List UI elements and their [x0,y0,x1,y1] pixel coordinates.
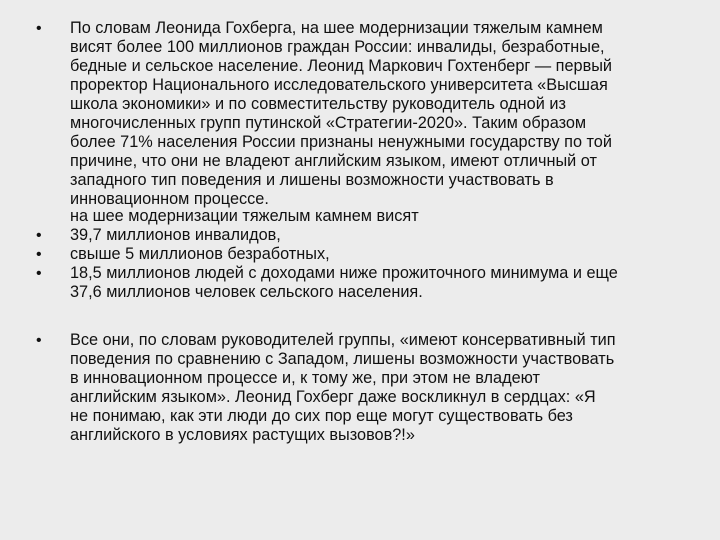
text-line: многочисленных групп путинской «Стратегии-2020». Таким образом [70,114,587,132]
text-line: бедные и сельское население. Леонид Маркович Гохтенберг — первый [70,57,613,75]
text-line: поведения по сравнению с Западом, лишены возможности участвовать [70,350,615,368]
text-line: По словам Леонида Гохберга, на шее модернизации тяжелым камнем [70,19,603,37]
text-line: не понимаю, как эти люди до сих пор еще могут существовать без [70,407,573,425]
list-item: 39,7 миллионов инвалидов, [70,226,281,244]
text-line: Все они, по словам руководителей группы, «имеют консервативный тип [70,331,616,349]
list-item: свыше 5 миллионов безработных, [70,245,330,263]
paragraph-2 [0,207,720,302]
text-line: школа экономики» и по совместительству руководитель одной из [70,95,566,113]
list-item: 18,5 миллионов людей с доходами ниже прожиточного минимума и еще [70,264,618,282]
text-line: причине, что они не владеют английским языком, имеют отличный от [70,152,597,170]
paragraph-1 [0,19,720,209]
bullet: • [36,265,42,282]
bullet: • [36,246,42,263]
text-line: инновационном процессе. [70,190,269,208]
text-line: западного тип поведения и лишены возможности участвовать в [70,171,554,189]
bullet: • [36,332,42,349]
text-line: в инновационном процессе и, к тому же, при этом не владеют [70,369,540,387]
text-line: английским языком». Леонид Гохберг даже воскликнул в сердцах: «Я [70,388,596,406]
text-line: более 71% населения России признаны ненужными государству по той [70,133,612,151]
text-line: висят более 100 миллионов граждан России: инвалиды, безработные, [70,38,605,56]
text-line: 37,6 миллионов человек сельского населения. [70,283,423,301]
paragraph-3 [0,331,720,445]
bullet: • [36,20,42,37]
text-line: проректор Национального исследовательского университета «Высшая [70,76,608,94]
text-line: английского в условиях растущих вызовов?!» [70,426,415,444]
bullet: • [36,227,42,244]
text-line: на шее модернизации тяжелым камнем висят [70,207,419,225]
